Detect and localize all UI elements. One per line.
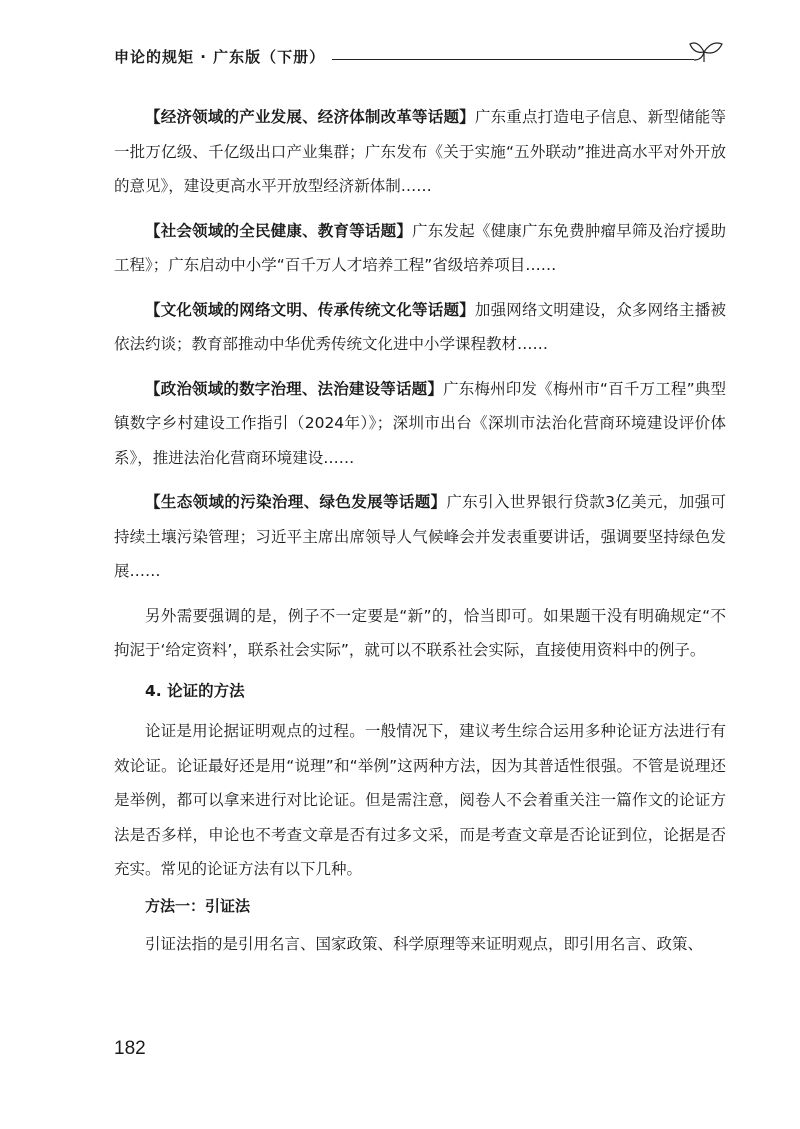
header-title: 申论的规矩 · 广东版（下册）: [114, 48, 326, 66]
topic-label: 【社会领域的全民健康、教育等话题】: [145, 221, 413, 240]
topic-society: [114, 214, 726, 283]
sprout-icon: [688, 38, 728, 68]
topic-culture: [114, 293, 726, 362]
topic-label: 【生态领域的污染治理、绿色发展等话题】: [145, 493, 447, 511]
topic-label: 【文化领域的网络文明、传承传统文化等话题】: [145, 300, 475, 319]
page-number: 182: [114, 1038, 146, 1059]
topic-text: 广东重点打造电子信息、新型储能等一批万亿级、千亿级出口产业集群；广东发布《关于实施“五外联动”推进高水平对外开放的意见》，建设更高水平开放型经济新体制……: [114, 108, 726, 195]
topic-text: 广东发起《健康广东免费肿瘤早筛及治疗援助工程》；广东启动中小学“百千万人才培养工程”省级培养项目……: [114, 221, 726, 274]
topic-ecology: [114, 485, 726, 589]
topic-text: 广东引入世界银行贷款3亿美元，加强可持续土壤污染管理；习近平主席出席领导人气候峰会并发表重要讲话，强调要坚持绿色发展……: [114, 493, 726, 580]
main-content: [114, 100, 726, 961]
section-heading: 4. 论证的方法: [145, 681, 245, 700]
topic-text: 加强网络文明建设，众多网络主播被依法约谈；教育部推动中华优秀传统文化进中小学课程教材……: [114, 300, 726, 353]
topic-text: 广东梅州印发《梅州市“百千万工程”典型镇数字乡村建设工作指引（2024年）》；深圳市出台《深圳市法治化营商环境建设评价体系》，推进法治化营商环境建设……: [114, 379, 726, 467]
topic-label: 【政治领域的数字治理、法治建设等话题】: [145, 379, 444, 398]
topic-economy: [114, 100, 726, 204]
method-paragraph: 引证法指的是引用名言、国家政策、科学原理等来证明观点，即引用名言、政策、: [145, 934, 704, 953]
section-paragraph: 论证是用论据证明观点的过程。一般情况下，建议考生综合运用多种论证方法进行有效论证。论证最好还是用“说理”和“举例”这两种方法，因为其普适性很强。不管是说理还是举例，都可以拿来进行对比论证。但是需注意，阅卷人不会着重关注一篇作文的论证方法是否多样，申论也不考查文章是否有过多文采，而是考查文章是否论证到位，论据是否充实。常见的论证方法有以下几种。: [114, 722, 726, 878]
page-header: [114, 38, 726, 72]
topic-politics: [114, 372, 726, 476]
method-heading: 方法一：引证法: [145, 896, 251, 915]
topic-label: 【经济领域的产业发展、经济体制改革等话题】: [145, 108, 475, 126]
header-rule: [332, 59, 694, 60]
note-paragraph: 另外需要强调的是，例子不一定要是“新”的，恰当即可。如果题干没有明确规定“不拘泥于‘给定资料’，联系社会实际”，就可以不联系社会实际，直接使用资料中的例子。: [114, 606, 726, 659]
